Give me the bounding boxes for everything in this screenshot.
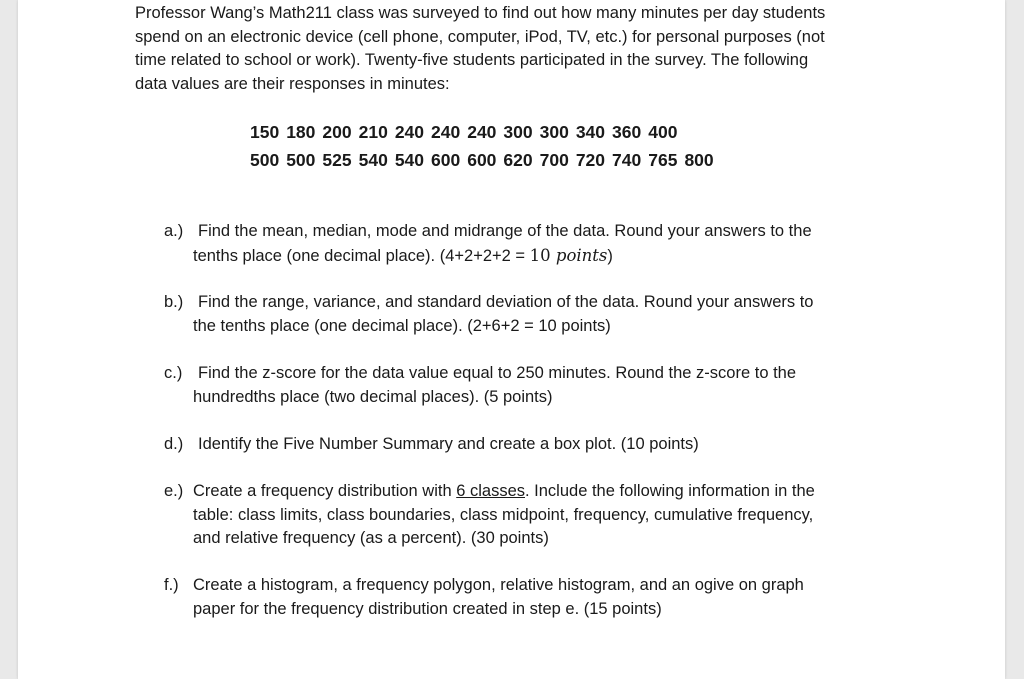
data-value: 360 xyxy=(612,121,642,142)
question-f xyxy=(164,574,894,621)
data-value: 720 xyxy=(575,149,606,170)
question-letter: a.) xyxy=(164,222,184,240)
data-value: 300 xyxy=(503,121,533,142)
data-row xyxy=(250,146,721,174)
question-text-part: Create a frequency distribution with xyxy=(193,482,457,500)
data-value: 600 xyxy=(431,149,461,170)
intro-line: data values are their responses in minutes: xyxy=(135,74,450,93)
data-value: 210 xyxy=(358,121,388,142)
question-text-part: ) xyxy=(607,246,613,265)
intro-line: Professor Wang’s Math211 class was surveyed to find out how many minutes per day students xyxy=(135,4,826,22)
question-d xyxy=(164,433,894,457)
question-a xyxy=(164,220,894,268)
data-value: 150 xyxy=(250,121,280,142)
question-text: the tenths place (one decimal place). (2+6+2 = 10 points) xyxy=(193,316,611,335)
points-word: points xyxy=(555,245,608,265)
underlined-classes: 6 classes xyxy=(456,482,525,500)
question-e xyxy=(164,480,894,551)
data-value: 180 xyxy=(286,121,316,142)
data-value: 240 xyxy=(431,121,461,142)
question-c xyxy=(164,362,894,409)
question-text: Find the z-score for the data value equal to 250 minutes. Round the z-score to the xyxy=(198,364,797,382)
question-text: hundredths place (two decimal places). (5 points) xyxy=(193,387,553,406)
question-letter: d.) xyxy=(164,435,184,453)
data-value: 620 xyxy=(503,149,533,170)
intro-paragraph xyxy=(135,2,895,96)
intro-line: time related to school or work). Twenty-five students participated in the survey. The following xyxy=(135,51,809,69)
data-value: 400 xyxy=(648,121,678,142)
data-value: 340 xyxy=(575,121,606,142)
question-text: Find the mean, median, mode and midrange of the data. Round your answers to the xyxy=(198,222,812,240)
data-value: 800 xyxy=(684,149,714,170)
data-value: 740 xyxy=(612,149,642,170)
question-text: Find the range, variance, and standard deviation of the data. Round your answers to xyxy=(198,293,814,311)
question-letter: b.) xyxy=(164,293,184,311)
question-text xyxy=(164,480,894,504)
points-number: 10 xyxy=(529,245,556,265)
data-row xyxy=(250,118,721,146)
question-text xyxy=(164,244,894,269)
data-value: 500 xyxy=(250,149,280,170)
data-value: 240 xyxy=(467,121,497,142)
question-letter: c.) xyxy=(164,364,183,382)
data-value: 200 xyxy=(322,121,352,142)
question-letter: e.) xyxy=(164,482,184,500)
question-text-part: . Include the following information in the xyxy=(525,482,815,500)
question-letter: f.) xyxy=(164,576,179,594)
question-text: table: class limits, class boundaries, class midpoint, frequency, cumulative frequency, xyxy=(193,505,814,524)
question-text: paper for the frequency distribution created in step e. (15 points) xyxy=(193,599,662,618)
data-values-table xyxy=(250,118,721,174)
question-b xyxy=(164,291,894,338)
data-value: 240 xyxy=(394,121,425,142)
document-page xyxy=(18,0,1005,679)
data-value: 540 xyxy=(394,149,425,170)
data-value: 540 xyxy=(358,149,388,170)
question-text-part: tenths place (one decimal place). (4+2+2+2 = xyxy=(193,246,530,265)
data-value: 300 xyxy=(539,121,569,142)
intro-line: spend on an electronic device (cell phone, computer, iPod, TV, etc.) for personal purposes (not xyxy=(135,27,825,46)
data-value: 500 xyxy=(286,149,316,170)
data-value: 765 xyxy=(648,149,678,170)
data-value: 700 xyxy=(539,149,569,170)
data-value: 525 xyxy=(322,149,352,170)
question-text: and relative frequency (as a percent). (30 points) xyxy=(193,529,549,547)
data-value: 600 xyxy=(467,149,497,170)
question-text: Create a histogram, a frequency polygon, relative histogram, and an ogive on graph xyxy=(193,576,804,594)
question-text: Identify the Five Number Summary and create a box plot. (10 points) xyxy=(198,435,699,453)
